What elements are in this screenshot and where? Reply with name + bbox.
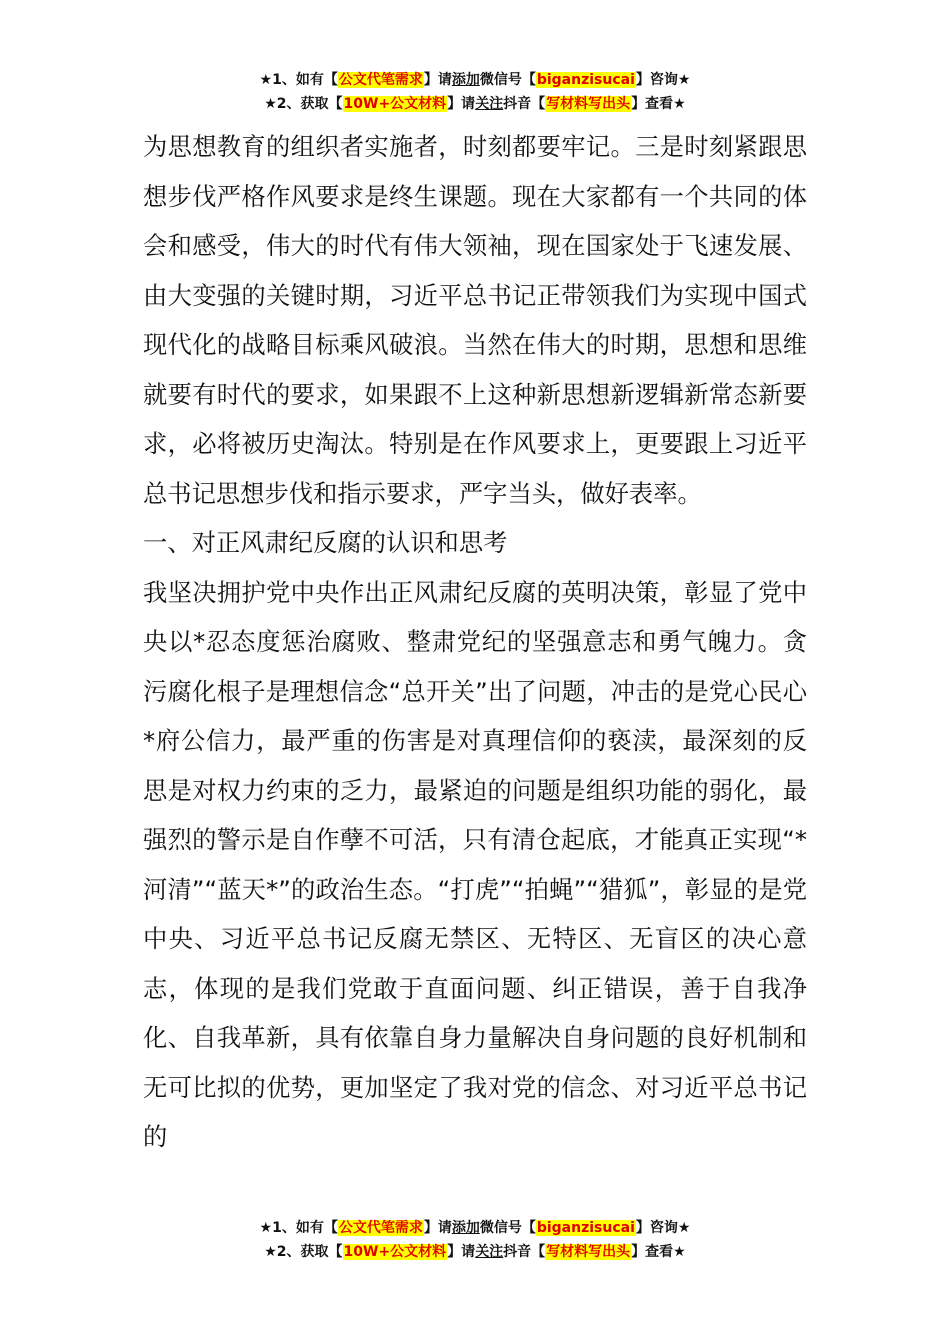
banner-highlight: 公文代笔需求 xyxy=(338,72,423,88)
banner-text: 】请 xyxy=(423,72,452,88)
banner-text: 】咨询★ xyxy=(635,1220,691,1236)
banner-highlight: biganzisucai xyxy=(536,1220,635,1236)
banner-text: ★1、如有【 xyxy=(259,1220,338,1236)
banner-line-2 xyxy=(0,92,950,116)
banner-underlined-text: 关注 xyxy=(475,96,504,112)
document-body xyxy=(143,122,807,1162)
banner-highlight: 10W+公文材料 xyxy=(343,1244,447,1260)
banner-underlined-text: 关注 xyxy=(475,1244,504,1260)
banner-underlined-text: 添加 xyxy=(451,1220,480,1236)
banner-text: ★2、获取【 xyxy=(264,1244,343,1260)
banner-text: 抖音【 xyxy=(503,96,546,112)
banner-text: 】请 xyxy=(447,1244,476,1260)
banner-text: ★2、获取【 xyxy=(264,96,343,112)
section-heading: 一、对正风肃纪反腐的认识和思考 xyxy=(143,528,508,557)
banner-highlight: biganzisucai xyxy=(536,72,635,88)
banner-highlight: 写材料写出头 xyxy=(546,1244,631,1260)
banner-line-1 xyxy=(0,68,950,92)
banner-text: 】查看★ xyxy=(631,96,686,112)
paragraph-1: 为思想教育的组织者实施者，时刻都要牢记。三是时刻紧跟思想步伐严格作风要求是终生课题。现在大家都有一个共同的体会和感受，伟大的时代有伟大领袖，现在国家处于飞速发展、由大变强的关键时期，习近平总书记正带领我们为实现中国式现代化的战略目标乘风破浪。当然在伟大的时期，思想和思维就要有时代的要求，如果跟不上这种新思想新逻辑新常态新要求，必将被历史淘汰。特别是在作风要求上，更要跟上习近平总书记思想步伐和指示要求，严字当头，做好表率。 xyxy=(143,132,807,508)
paragraph-2: 我坚决拥护党中央作出正风肃纪反腐的英明决策，彰显了党中央以*忍态度惩治腐败、整肃党纪的坚强意志和勇气魄力。贪污腐化根子是理想信念“总开关”出了问题，冲击的是党心民心*府公信力，最严重的伤害是对真理信仰的亵渎，最深刻的反思是对权力约束的乏力，最紧迫的问题是组织功能的弱化，最强烈的警示是自作孽不可活，只有清仓起底，才能真正实现“*河清”“蓝天*”的政治生态。“打虎”“拍蝇”“猎狐”，彰显的是党中央、习近平总书记反腐无禁区、无特区、无盲区的决心意志，体现的是我们党敢于直面问题、纠正错误，善于自我净化、自我革新，具有依靠自身力量解决自身问题的良好机制和无可比拟的优势，更加坚定了我对党的信念、对习近平总书记的 xyxy=(143,577,807,1151)
banner-text: 】查看★ xyxy=(631,1244,686,1260)
banner-text: 】请 xyxy=(447,96,476,112)
footer-banner xyxy=(0,1216,950,1264)
header-banner xyxy=(0,68,950,116)
banner-highlight: 写材料写出头 xyxy=(546,96,631,112)
banner-line-1 xyxy=(0,1216,950,1240)
banner-highlight: 10W+公文材料 xyxy=(343,96,447,112)
banner-line-2 xyxy=(0,1240,950,1264)
banner-text: 】请 xyxy=(423,1220,452,1236)
banner-text: ★1、如有【 xyxy=(259,72,338,88)
banner-text: 】咨询★ xyxy=(635,72,691,88)
banner-highlight: 公文代笔需求 xyxy=(338,1220,423,1236)
banner-text: 微信号【 xyxy=(479,72,536,88)
banner-underlined-text: 添加 xyxy=(451,72,480,88)
banner-text: 抖音【 xyxy=(503,1244,546,1260)
banner-text: 微信号【 xyxy=(479,1220,536,1236)
